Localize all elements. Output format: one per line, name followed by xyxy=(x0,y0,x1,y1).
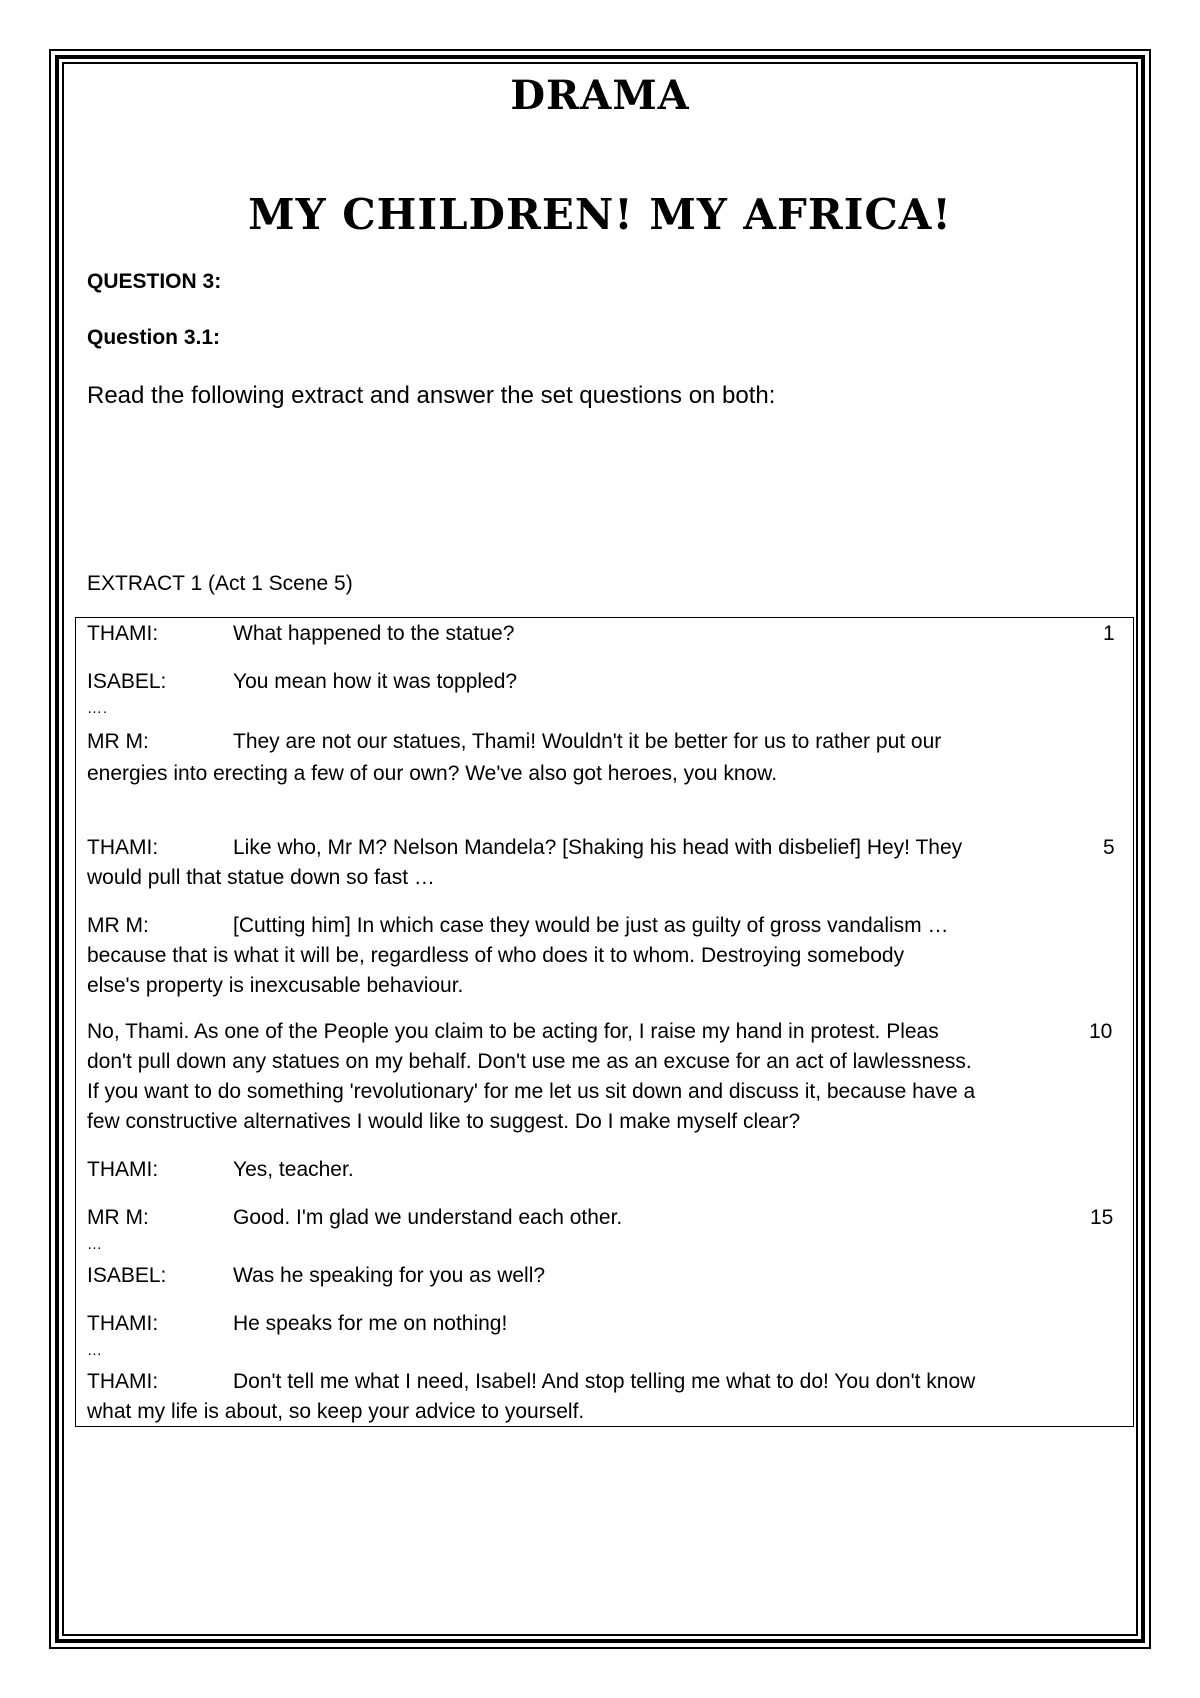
dialogue-line xyxy=(87,1264,545,1288)
speaker: THAMI: xyxy=(87,622,159,645)
line-number: 1 xyxy=(1103,622,1115,645)
dialogue-continuation: energies into erecting a few of our own? We've also got heroes, you know. xyxy=(87,762,778,785)
dialogue-continuation: else's property is inexcusable behaviour. xyxy=(87,974,464,997)
dialogue-line xyxy=(87,914,949,938)
paragraph-line: No, Thami. As one of the People you claim to be acting for, I raise my hand in protest. Pleas xyxy=(87,1020,939,1043)
speaker: MR M: xyxy=(87,730,149,753)
line-number: 5 xyxy=(1103,836,1115,859)
dialogue-text: [Cutting him] In which case they would be just as guilty of gross vandalism … xyxy=(233,914,949,937)
paragraph-line: If you want to do something 'revolutionary' for me let us sit down and discuss it, because have a xyxy=(87,1080,976,1103)
dialogue-text: They are not our statues, Thami! Wouldn't it be better for us to rather put our xyxy=(233,730,942,753)
ellipsis: …. xyxy=(87,700,109,717)
speaker: ISABEL: xyxy=(87,670,167,693)
speaker: THAMI: xyxy=(87,1370,159,1393)
question-label: QUESTION 3: xyxy=(87,270,222,293)
dialogue-continuation: what my life is about, so keep your advice to yourself. xyxy=(87,1400,585,1423)
dialogue-text: Don't tell me what I need, Isabel! And stop telling me what to do! You don't know xyxy=(233,1370,976,1393)
subquestion-label: Question 3.1: xyxy=(87,326,221,349)
dialogue-line xyxy=(87,1206,622,1230)
dialogue-text: Was he speaking for you as well? xyxy=(233,1264,546,1287)
paragraph-line: don't pull down any statues on my behalf. Don't use me as an excuse for an act of lawlessness. xyxy=(87,1050,972,1073)
dialogue-text: Like who, Mr M? Nelson Mandela? [Shaking his head with disbelief] Hey! They xyxy=(233,836,963,859)
ellipsis: … xyxy=(87,1342,103,1359)
speaker: MR M: xyxy=(87,914,149,937)
speaker: THAMI: xyxy=(87,1158,159,1181)
dialogue-line xyxy=(87,670,517,694)
dialogue-line xyxy=(87,836,962,860)
line-number: 10 xyxy=(1089,1020,1113,1043)
dialogue-line xyxy=(87,1158,354,1182)
paragraph-line: few constructive alternatives I would like to suggest. Do I make myself clear? xyxy=(87,1110,801,1133)
line-number: 15 xyxy=(1090,1206,1114,1229)
dialogue-text: He speaks for me on nothing! xyxy=(233,1312,508,1335)
speaker: MR M: xyxy=(87,1206,149,1229)
page-title: DRAMA xyxy=(510,72,690,119)
speaker: ISABEL: xyxy=(87,1264,167,1287)
instruction-text: Read the following extract and answer the set questions on both: xyxy=(87,382,776,409)
dialogue-text: What happened to the statue? xyxy=(233,622,515,645)
dialogue-line xyxy=(87,1370,975,1394)
ellipsis: … xyxy=(87,1236,103,1253)
dialogue-line xyxy=(87,730,941,754)
dialogue-text: You mean how it was toppled? xyxy=(233,670,518,693)
extract-title: EXTRACT 1 (Act 1 Scene 5) xyxy=(87,572,353,595)
dialogue-continuation: because that is what it will be, regardless of who does it to whom. Destroying somebody xyxy=(87,944,905,967)
speaker: THAMI: xyxy=(87,1312,159,1335)
dialogue-line xyxy=(87,1312,507,1336)
dialogue-text: Good. I'm glad we understand each other. xyxy=(233,1206,623,1229)
play-title: MY CHILDREN! MY AFRICA! xyxy=(248,190,952,239)
dialogue-text: Yes, teacher. xyxy=(233,1158,354,1181)
dialogue-line xyxy=(87,622,514,646)
speaker: THAMI: xyxy=(87,836,159,859)
dialogue-continuation: would pull that statue down so fast … xyxy=(87,866,435,889)
